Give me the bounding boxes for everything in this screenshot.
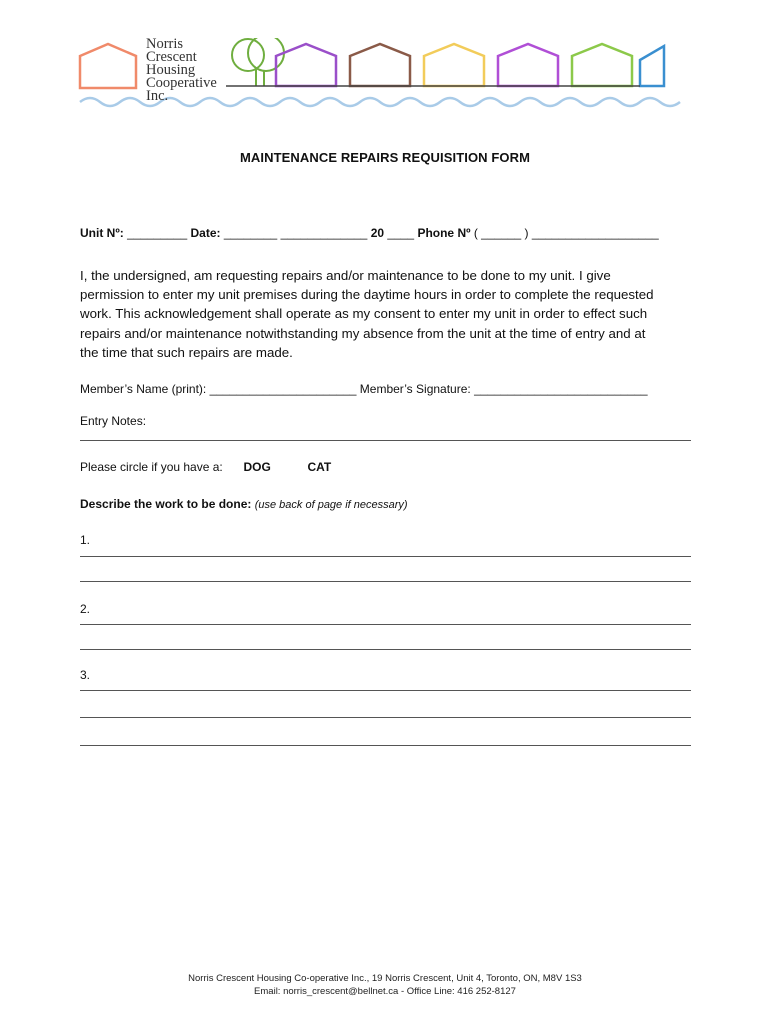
- logo-wordmark: [146, 38, 256, 103]
- paragraph-line: work. This acknowledgement shall operate as my consent to enter my unit in order to effect such: [80, 306, 648, 322]
- pet-cat-option[interactable]: CAT: [307, 460, 332, 474]
- phone-area-field[interactable]: ( ______ ): [473, 226, 529, 240]
- work-line[interactable]: [80, 690, 691, 691]
- logo-line: Housing: [146, 62, 196, 78]
- form-title: MAINTENANCE REPAIRS REQUISITION FORM: [239, 150, 531, 165]
- house-icon-purple: [276, 44, 336, 86]
- member-name-label: Member’s Name (print):: [80, 382, 207, 396]
- work-line[interactable]: [80, 581, 691, 582]
- unit-label: Unit Nº:: [80, 226, 124, 240]
- date-month-field[interactable]: _____________: [280, 226, 368, 240]
- logo-line: Cooperative: [146, 75, 217, 91]
- work-line[interactable]: [80, 624, 691, 625]
- paragraph-line: I, the undersigned, am requesting repairs and/or maintenance to be done to my unit. I give: [80, 268, 611, 283]
- member-name-field[interactable]: ______________________: [209, 382, 357, 396]
- pet-prompt: Please circle if you have a:: [80, 460, 223, 474]
- house-icon-yellow: [424, 44, 484, 86]
- pet-dog-option[interactable]: DOG: [243, 460, 271, 474]
- date-day-field[interactable]: ________: [223, 226, 278, 240]
- entry-notes-field[interactable]: [80, 440, 691, 441]
- logo-line: Inc.: [146, 88, 169, 104]
- date-label: Date:: [190, 226, 221, 240]
- pet-row: [80, 460, 331, 474]
- unit-date-phone-row: [80, 226, 659, 240]
- work-line[interactable]: [80, 745, 691, 746]
- consent-paragraph: [80, 266, 692, 362]
- paragraph-line: repairs and/or maintenance notwithstanding my absence from the unit at the time of entry and at: [80, 325, 646, 341]
- logo-line: Norris: [146, 36, 184, 52]
- member-row: [80, 382, 648, 396]
- footer-address: Norris Crescent Housing Co-operative Inc., 19 Norris Crescent, Unit 4, Toronto, ON, M8V 1S3: [188, 973, 582, 984]
- describe-label: Describe the work to be done:: [80, 497, 252, 511]
- member-signature-field[interactable]: __________________________: [474, 382, 648, 396]
- item-number: 3.: [80, 668, 91, 682]
- year-field[interactable]: ____: [387, 226, 415, 240]
- work-line[interactable]: [80, 717, 691, 718]
- house-icon-violet: [498, 44, 558, 86]
- describe-row: [80, 497, 408, 511]
- describe-note: (use back of page if necessary): [254, 499, 408, 511]
- house-icon-blue: [640, 46, 664, 86]
- footer-contact: Email: norris_crescent@bellnet.ca - Office Line: 416 252-8127: [254, 986, 516, 997]
- member-signature-label: Member’s Signature:: [359, 382, 471, 396]
- work-line[interactable]: [80, 649, 691, 650]
- item-number: 1.: [80, 533, 91, 547]
- work-line[interactable]: [80, 556, 691, 557]
- year-prefix: 20: [370, 226, 385, 240]
- paragraph-line: permission to enter my unit premises during the daytime hours in order to complete the requested: [80, 287, 654, 303]
- unit-field[interactable]: _________: [127, 226, 188, 240]
- house-icon-orange: [80, 44, 136, 88]
- house-icon-green: [572, 44, 632, 86]
- logo-line: Crescent: [146, 49, 197, 65]
- paragraph-line: the time that such repairs are made.: [80, 344, 293, 360]
- phone-label: Phone Nº: [417, 226, 471, 240]
- entry-notes-label: Entry Notes:: [80, 414, 147, 428]
- phone-field[interactable]: ___________________: [531, 226, 659, 240]
- item-number: 2.: [80, 602, 91, 616]
- house-icon-brown: [350, 44, 410, 86]
